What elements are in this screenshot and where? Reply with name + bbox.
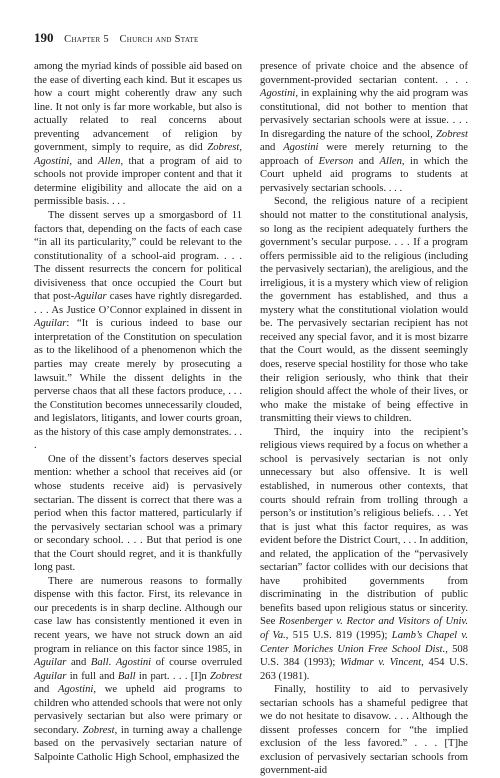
left-column bbox=[34, 60, 242, 764]
paragraph: Second, the religious nature of a recipient should not matter to the constitutional analysis, so long as the recipient adequately furthers the government’s secular purpose. . . . If a program offers permissible aid to the religious (including the pervasively sectarian), the areligious, and the irreligious, it is a mystery which view of religion the government has established, and thus a mystery what the constitutional violation would be. The pervasively sectarian recipient has not received any special favor, and it is most bizarre that the Court would, as the dissent seemingly does, reserve special hostility for those who take their religion seriously, who think that their religion should affect the whole of their lives, or who make the mistake of being effective in transmitting their views to children. bbox=[260, 196, 468, 425]
chapter-title: Church and State bbox=[119, 34, 199, 45]
paragraph: There are numerous reasons to formally dispense with this factor. First, its relevance in our precedents is in sharp decline. Although our case law has consistently mentioned it even in recent years, we have not struck down an aid program in reliance on this factor since 1985, in Aguilar and Ball. Agostini of course overruled Aguilar in full and Ball in part. . . . [I]n Zobrest and Agostini, we upheld aid programs to children who attended schools that were not only pervasively sectarian but also were primary or secondary. Zobrest, in turning away a challenge based on the pervasively sectarian nature of Salpointe Catholic High School, emphasized the bbox=[34, 575, 243, 763]
paragraph: Finally, hostility to aid to pervasively sectarian schools has a shameful pedigree that we do not hesitate to disavow. . . . Although the dissent professes concern for “the implied exclusion of the less favored.” . . . [T]he exclusion of pervasively sectarian schools from government-aid bbox=[260, 684, 468, 777]
right-column bbox=[260, 60, 468, 778]
page-number: 190 bbox=[34, 30, 54, 45]
paragraph: Third, the inquiry into the recipient’s religious views required by a focus on whether a school is pervasively sectarian is not only unnecessary but also offensive. It is well established, in numerous other contexts, that courts should refrain from trolling through a person’s or institution’s religious beliefs. . . . Yet that is just what this factor requires, as was evident before the District Court, . . . In addition, and related, the application of the “pervasively sectarian” factor collides with our decisions that have prohibited governments from discriminating in the distribution of public benefits based upon religious status or sincerity. See Rosenberger v. Rector and Visitors of Univ. of Va., 515 U.S. 819 (1995); Lamb’s Chapel v. Center Moriches Union Free School Dist., 508 U.S. 384 (1993); Widmar v. Vincent, 454 U.S. 263 (1981). bbox=[260, 426, 469, 682]
paragraph: among the myriad kinds of possible aid based on the ease of diverting each kind. But it escapes us how a court might coherently draw any such line. It not only is far more workable, but also is actually related to real concerns about preventing advancement of religion by government, simply to require, as did Zobrest, Agostini, and Allen, that a program of aid to schools not provide improper content and that it determine eligibility and allocate the aid on a permissible basis. . . . bbox=[34, 61, 242, 208]
running-header bbox=[34, 30, 474, 46]
paragraph: The dissent serves up a smorgasbord of 11 factors that, depending on the facts of each case “in all its particularity,” could be relevant to the constitutionality of a school-aid program. . . . The dissent resurrects the concern for political divisiveness that once occupied the Court but that post-Aguilar cases have rightly disregarded. . . . As Justice O’Connor explained in dissent in Aguilar: “It is curious indeed to base our interpretation of the Constitution on speculation as to the likelihood of a phenomenon which the parties may create merely by prosecuting a lawsuit.” While the dissent delights in the perverse chaos that all these factors produce, . . . the Constitution becomes unnecessarily clouded, and legislators, litigants, and lower courts groan, as the history of this case amply demonstrates. . . . bbox=[34, 210, 242, 452]
paragraph: presence of private choice and the absence of government-provided sectarian content. . . . Agostini, in explaining why the aid program was constitutional, did not bother to mention that pervasively sectarian schools were at issue. . . . In disregarding the nature of the school, Zobrest and Agostini were merely returning to the approach of Everson and Allen, in which the Court upheld aid programs to students at pervasively sectarian schools. . . . bbox=[260, 61, 469, 194]
chapter-label: Chapter 5 bbox=[64, 34, 109, 45]
paragraph: One of the dissent’s factors deserves special mention: whether a school that receives aid (or whose students receive aid) is pervasively sectarian. The dissent is correct that there was a period when this factor mattered, particularly if the pervasively sectarian school was a primary or secondary school. . . . But that period is one that the Court should regret, and it is thankfully long past. bbox=[34, 453, 242, 574]
